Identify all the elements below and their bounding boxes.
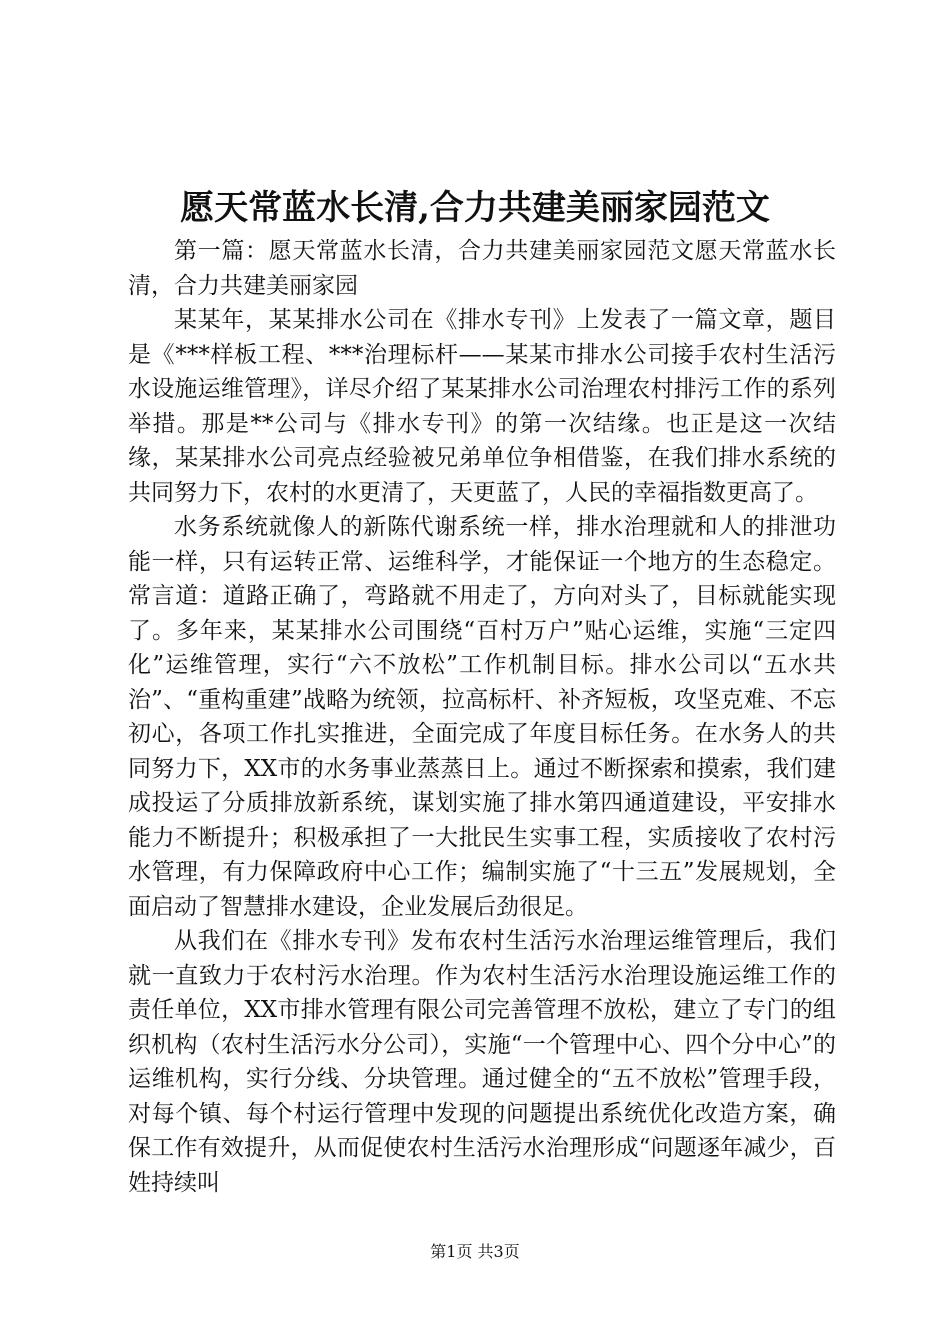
document-body <box>128 234 836 1200</box>
paragraph-1: 第一篇：愿天常蓝水长清，合力共建美丽家园范文愿天常蓝水长清，合力共建美丽家园 <box>128 238 836 299</box>
page-number-footer: 第1页 共3页 <box>430 1242 520 1261</box>
paragraph-4: 从我们在《排水专刊》发布农村生活污水治理运维管理后，我们就一直致力于农村污水治理。作为农村生活污水治理设施运维工作的责任单位，XX市排水管理有限公司完善管理不放松，建立了专门的组织机构（农村生活污水分公司），实施“一个管理中心、四个分中心”的运维机构，实行分线、分块管理。通过健全的“五不放松”管理手段，对每个镇、每个村运行管理中发现的问题提出系统优化改造方案，确保工作有效提升，从而促使农村生活污水治理形成“问题逐年减少，百姓持续叫 <box>128 928 836 1196</box>
document-title: 愿天常蓝水长清,合力共建美丽家园范文 <box>180 188 770 228</box>
paragraph-3: 水务系统就像人的新陈代谢系统一样，排水治理就和人的排泄功能一样，只有运转正常、运维科学，才能保证一个地方的生态稳定。常言道：道路正确了，弯路就不用走了，方向对头了，目标就能实现了。多年来，某某排水公司围绕“百村万户”贴心运维，实施“三定四化”运维管理，实行“六不放松”工作机制目标。排水公司以“五水共治”、“重构重建”战略为统领，拉高标杆、补齐短板，攻坚克难、不忘初心，各项工作扎实推进，全面完成了年度目标任务。在水务人的共同努力下，XX市的水务事业蒸蒸日上。通过不断探索和摸索，我们建成投运了分质排放新系统，谋划实施了排水第四通道建设，平安排水能力不断提升；积极承担了一大批民生实事工程，实质接收了农村污水管理，有力保障政府中心工作；编制实施了“十三五”发展规划，全面启动了智慧排水建设，企业发展后劲很足。 <box>128 514 836 920</box>
paragraph-2: 某某年，某某排水公司在《排水专刊》上发表了一篇文章，题目是《***样板工程、***治理标杆——某某市排水公司接手农村生活污水设施运维管理》，详尽介绍了某某排水公司治理农村排污工作的系列举措。那是**公司与《排水专刊》的第一次结缘。也正是这一次结缘，某某排水公司亮点经验被兄弟单位争相借鉴，在我们排水系统的共同努力下，农村的水更清了，天更蓝了，人民的幸福指数更高了。 <box>128 307 836 506</box>
